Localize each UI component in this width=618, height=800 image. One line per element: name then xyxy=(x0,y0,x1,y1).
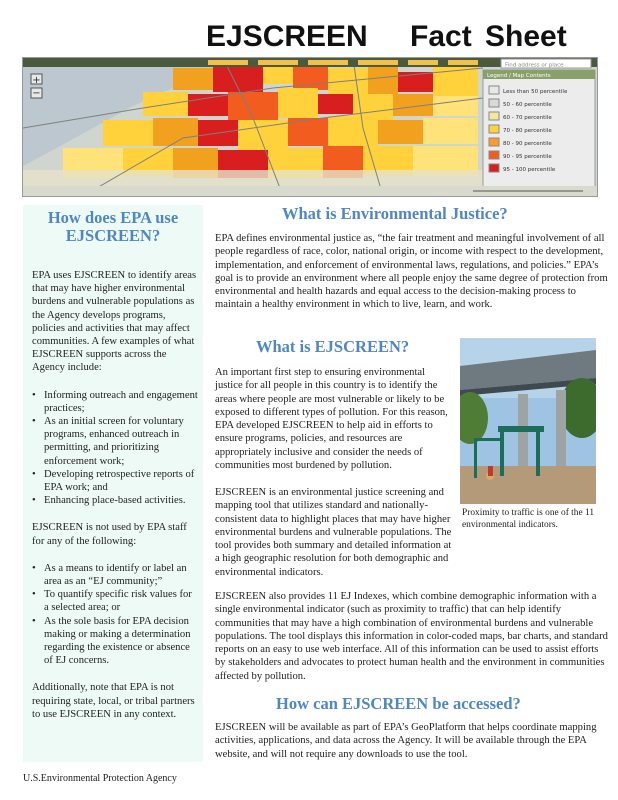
sidebar-how-epa-uses xyxy=(23,205,203,762)
paragraph-ej-definition: EPA defines environmental justice as, “the fair treatment and meaningful involvement of all people regardless of race, color, national origin, or income with respect to the development, implementation, and enforcement of environmental laws, regulations, and policies.” EPA’s goal is to provide an environment where all people enjoy the same degree of protection from environmental and health hazards and equal access to the decision-making process to maintain a healthy environment in which to live, learn, and work. xyxy=(215,233,608,311)
legend-swatch xyxy=(489,138,499,146)
uses-list-item: • Developing retrospective reports of EPA work; and xyxy=(32,468,199,494)
paragraph-ejscreen-purpose: An important first step to ensuring environmental justice for all people in this country is to identify the areas where people are most vulnerable or likely to be exposed to different types of pollution. For this reason, EPA developed EJSCREEN to help aid in efforts to ensure programs, policies, and resources are appropriately inclusive and consider the needs of communities most burdened by pollution. xyxy=(215,367,448,472)
heading-how-accessed: How can EJSCREEN be accessed? xyxy=(276,694,521,713)
fact-sheet-title xyxy=(0,20,618,60)
not-used-list-item: • As a means to identify or label an area as an “EJ community;” xyxy=(32,562,199,588)
legend-label: 60 - 70 percentile xyxy=(503,115,552,121)
sidebar-intro: EPA uses EJSCREEN to identify areas that may have higher environmental burdens and vulnerable populations as the Agency develops programs, policies and activities that may affect communities. A few examples of what EJSCREEN supports across the Agency include: xyxy=(32,270,197,374)
paragraph-access: EJSCREEN will be available as part of EPA’s GeoPlatform that helps coordinate mapping activities, applications, and data across the Agency. It will be available through the EPA website, and will not require any downloads to use the tool. xyxy=(215,722,597,760)
legend-label: 70 - 80 percentile xyxy=(503,128,552,134)
ejscreen-map-screenshot xyxy=(22,57,598,197)
legend-label: 90 - 95 percentile xyxy=(503,154,552,160)
map-legend-title: Legend / Map Contents xyxy=(487,73,551,79)
legend-swatch xyxy=(489,99,499,107)
uses-list-item: • As an initial screen for voluntary programs, enhanced outreach in permitting, and prioritizing enforcement work; xyxy=(32,415,199,468)
sidebar-note: Additionally, note that EPA is not requiring state, local, or tribal partners to use EJSCREEN in any context. xyxy=(32,682,195,720)
title-word-sheet: Sheet xyxy=(485,20,567,53)
heading-what-is-ej: What is Environmental Justice? xyxy=(282,204,508,223)
legend-swatch xyxy=(489,125,499,133)
not-used-list-item: • To quantify specific risk values for a selected area; or xyxy=(32,588,199,614)
legend-swatch xyxy=(489,112,499,120)
legend-label: Less than 50 percentile xyxy=(503,89,568,95)
map-search-input[interactable]: Find address or place xyxy=(505,62,564,69)
legend-label: 80 - 90 percentile xyxy=(503,141,552,147)
heading-what-is-ejscreen: What is EJSCREEN? xyxy=(256,337,410,356)
footer-agency: U.S.Environmental Protection Agency xyxy=(23,773,177,784)
paragraph-ej-indexes: EJSCREEN also provides 11 EJ Indexes, which combine demographic information with a single environmental indicator (such as proximity to traffic) that can help identify communities that may have a high combination of environmental burdens and vulnerable populations. The tool displays this information in color-coded maps, bar charts, and standard reports on an easy to use web interface. All of this information can be used to assist efforts by stakeholders and advocates to protect human health and the environment in communities affected by pollution. xyxy=(215,591,608,682)
not-used-list-item: • As the sole basis for EPA decision making or making a determination regarding the existence or absence of EJ concerns. xyxy=(32,615,199,668)
not-used-list xyxy=(23,562,203,668)
svg-text:+: + xyxy=(32,75,41,86)
paragraph-ejscreen-tool: EJSCREEN is an environmental justice screening and mapping tool that utilizes standard and nationally-consistent data to highlight places that may have higher environmental burdens and vulnerable populations. The tool provides both summary and detailed information at a high geographic resolution for both demographic and environmental indicators. xyxy=(215,487,452,578)
legend-label: 50 - 60 percentile xyxy=(503,102,552,108)
legend-swatch xyxy=(489,86,499,94)
not-used-intro: EJSCREEN is not used by EPA staff for any of the following: xyxy=(32,522,187,547)
photo-caption: Proximity to traffic is one of the 11 environmental indicators. xyxy=(462,508,595,530)
legend-swatch xyxy=(489,151,499,159)
uses-list xyxy=(23,389,203,508)
uses-list-item: • Enhancing place-based activities. xyxy=(32,494,199,507)
title-word-ejscreen: EJSCREEN xyxy=(206,20,368,53)
traffic-proximity-photo xyxy=(460,338,596,504)
uses-list-item: • Informing outreach and engagement practices; xyxy=(32,389,199,415)
sidebar-heading: How does EPA use EJSCREEN? xyxy=(47,208,179,245)
svg-text:−: − xyxy=(32,88,41,99)
legend-label: 95 - 100 percentile xyxy=(503,167,556,173)
legend-swatch xyxy=(489,164,499,172)
title-word-fact: Fact xyxy=(410,20,472,53)
